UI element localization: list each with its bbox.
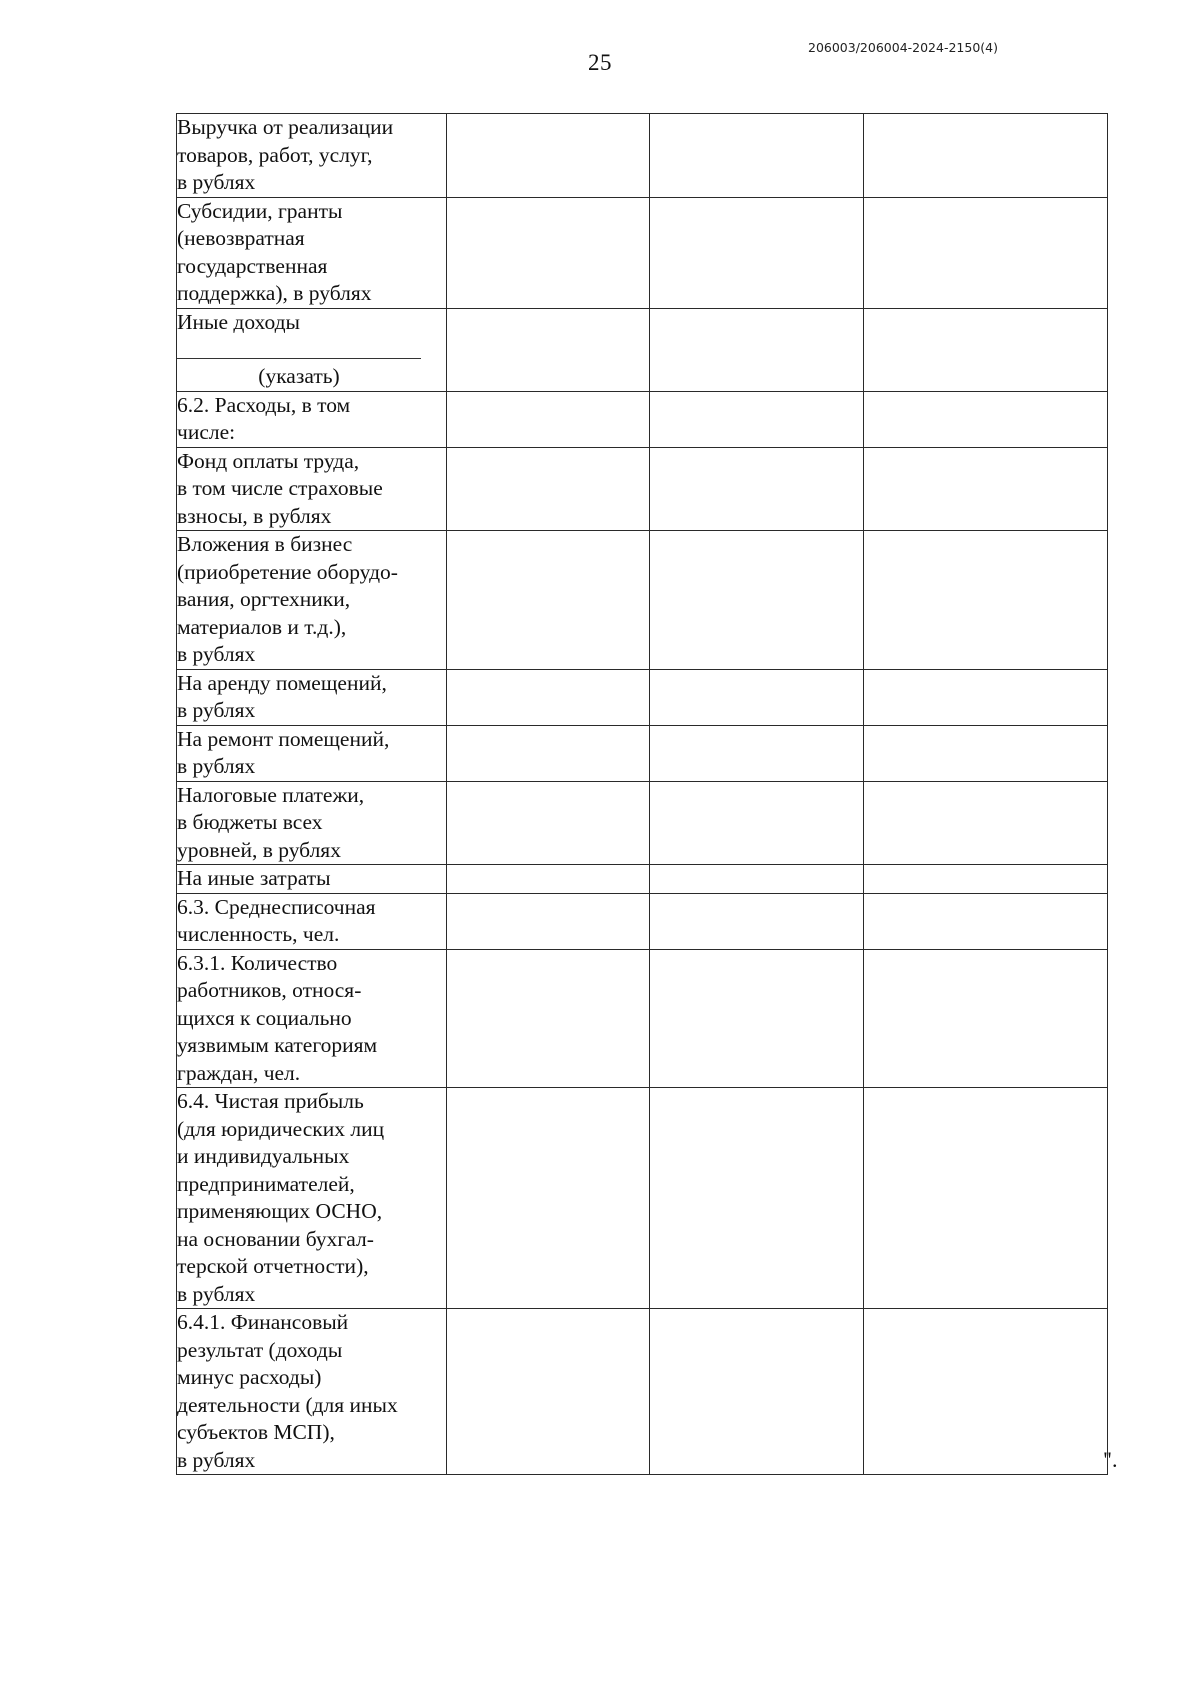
value-cell-1 bbox=[447, 893, 650, 949]
value-cell-2 bbox=[650, 197, 864, 308]
row-label-cell bbox=[177, 197, 447, 308]
value-cell-3 bbox=[864, 1309, 1108, 1475]
value-cell-3 bbox=[864, 893, 1108, 949]
value-cell-2 bbox=[650, 308, 864, 391]
row-label-line: 6.3. Среднесписочная bbox=[177, 894, 376, 919]
table-row bbox=[177, 1309, 1108, 1475]
row-label-line: на основании бухгал- bbox=[177, 1226, 374, 1251]
row-label-line: субъектов МСП), bbox=[177, 1420, 335, 1444]
value-cell-3 bbox=[864, 781, 1108, 865]
row-label-line: в рублях bbox=[177, 1447, 256, 1472]
row-label-line: результат (доходы bbox=[177, 1337, 343, 1362]
row-label-line: минус расходы) bbox=[177, 1365, 322, 1389]
table-row bbox=[177, 865, 1108, 894]
value-cell-2 bbox=[650, 781, 864, 865]
value-cell-2 bbox=[650, 669, 864, 725]
table-row bbox=[177, 781, 1108, 865]
row-label-line: материалов и т.д.), bbox=[177, 614, 347, 639]
row-label-line: в рублях bbox=[177, 170, 256, 194]
row-label-cell bbox=[177, 1088, 447, 1309]
value-cell-3 bbox=[864, 669, 1108, 725]
table-row bbox=[177, 391, 1108, 447]
row-label-line: в рублях bbox=[177, 1281, 256, 1306]
row-label-line: в бюджеты всех bbox=[177, 810, 323, 834]
value-cell-1 bbox=[447, 669, 650, 725]
value-cell-1 bbox=[447, 531, 650, 670]
value-cell-2 bbox=[650, 447, 864, 531]
table-row bbox=[177, 669, 1108, 725]
table-row bbox=[177, 893, 1108, 949]
value-cell-3 bbox=[864, 114, 1108, 198]
row-label-line: 6.3.1. Количество bbox=[177, 950, 338, 975]
row-label-cell bbox=[177, 725, 447, 781]
row-label-cell bbox=[177, 1309, 447, 1475]
row-label-line: применяющих ОСНО, bbox=[177, 1199, 383, 1223]
row-label-line: численность, чел. bbox=[177, 922, 340, 946]
row-label-cell bbox=[177, 949, 447, 1088]
value-cell-3 bbox=[864, 531, 1108, 670]
row-label-line: Вложения в бизнес bbox=[177, 532, 353, 556]
row-label-line: в том числе страховые bbox=[177, 476, 383, 500]
value-cell-2 bbox=[650, 391, 864, 447]
row-label-line: 6.4.1. Финансовый bbox=[177, 1310, 349, 1334]
row-label-line: деятельности (для иных bbox=[177, 1392, 398, 1417]
table-row bbox=[177, 1088, 1108, 1309]
value-cell-2 bbox=[650, 893, 864, 949]
row-label-line: 6.2. Расходы, в том bbox=[177, 392, 351, 417]
value-cell-1 bbox=[447, 725, 650, 781]
row-label-line: терской отчетности), bbox=[177, 1254, 369, 1278]
table-row bbox=[177, 531, 1108, 670]
table-body bbox=[177, 114, 1108, 1475]
blank-note: (указать) bbox=[258, 364, 340, 388]
value-cell-3 bbox=[864, 391, 1108, 447]
value-cell-3 bbox=[864, 865, 1108, 894]
row-label-line: Иные доходы bbox=[177, 309, 300, 334]
row-label-line: щихся к социально bbox=[177, 1005, 352, 1030]
row-label-line: уязвимым категориям bbox=[177, 1033, 378, 1057]
value-cell-2 bbox=[650, 531, 864, 670]
value-cell-1 bbox=[447, 447, 650, 531]
table-row bbox=[177, 197, 1108, 308]
row-label-line: Выручка от реализации bbox=[177, 115, 394, 139]
row-label-line: Субсидии, гранты bbox=[177, 198, 343, 223]
document-code: 206003/206004-2024-2150(4) bbox=[808, 40, 998, 55]
row-label-cell bbox=[177, 865, 447, 894]
value-cell-3 bbox=[864, 949, 1108, 1088]
row-label-line: Фонд оплаты труда, bbox=[177, 448, 360, 473]
value-cell-1 bbox=[447, 949, 650, 1088]
row-label-line: числе: bbox=[177, 420, 236, 444]
row-label-line: 6.4. Чистая прибыль bbox=[177, 1089, 364, 1113]
row-label-line: в рублях bbox=[177, 642, 256, 666]
row-label-cell bbox=[177, 114, 447, 198]
value-cell-1 bbox=[447, 114, 650, 198]
page-number: 25 bbox=[588, 50, 612, 75]
row-label-cell bbox=[177, 669, 447, 725]
value-cell-1 bbox=[447, 865, 650, 894]
value-cell-3 bbox=[864, 197, 1108, 308]
value-cell-2 bbox=[650, 865, 864, 894]
table-row bbox=[177, 308, 1108, 391]
row-label-line: (для юридических лиц bbox=[177, 1116, 385, 1141]
value-cell-2 bbox=[650, 1309, 864, 1475]
table-row bbox=[177, 447, 1108, 531]
row-label-cell bbox=[177, 308, 447, 391]
row-label-line: в рублях bbox=[177, 754, 256, 778]
row-label-line: (приобретение оборудо- bbox=[177, 559, 398, 584]
row-label-line: вания, оргтехники, bbox=[177, 587, 351, 611]
table-row bbox=[177, 949, 1108, 1088]
fill-in-blank-line bbox=[177, 336, 421, 359]
closing-quote: ". bbox=[1103, 1447, 1118, 1472]
value-cell-3 bbox=[864, 308, 1108, 391]
row-label-line: в рублях bbox=[177, 698, 256, 722]
row-label-cell bbox=[177, 531, 447, 670]
row-label-line: На аренду помещений, bbox=[177, 670, 387, 695]
row-label-line: и индивидуальных bbox=[177, 1144, 350, 1168]
row-label-line: поддержка), в рублях bbox=[177, 281, 372, 305]
row-label-cell bbox=[177, 781, 447, 865]
table-row bbox=[177, 114, 1108, 198]
value-cell-1 bbox=[447, 308, 650, 391]
value-cell-2 bbox=[650, 725, 864, 781]
form-table bbox=[176, 113, 1108, 1475]
row-label-line: граждан, чел. bbox=[177, 1060, 301, 1085]
row-label-line: товаров, работ, услуг, bbox=[177, 142, 373, 167]
value-cell-2 bbox=[650, 1088, 864, 1309]
value-cell-1 bbox=[447, 1088, 650, 1309]
row-label-line: предпринимателей, bbox=[177, 1171, 355, 1196]
row-label-line: взносы, в рублях bbox=[177, 503, 332, 528]
value-cell-3 bbox=[864, 447, 1108, 531]
row-label-line: На иные затраты bbox=[177, 866, 331, 890]
row-label-line: На ремонт помещений, bbox=[177, 726, 390, 751]
row-label-line: государственная bbox=[177, 253, 328, 278]
value-cell-3 bbox=[864, 1088, 1108, 1309]
table-row bbox=[177, 725, 1108, 781]
value-cell-1 bbox=[447, 391, 650, 447]
row-label-cell bbox=[177, 391, 447, 447]
row-label-line: работников, относя- bbox=[177, 978, 362, 1002]
value-cell-1 bbox=[447, 1309, 650, 1475]
row-label-cell bbox=[177, 447, 447, 531]
value-cell-1 bbox=[447, 781, 650, 865]
value-cell-2 bbox=[650, 949, 864, 1088]
value-cell-1 bbox=[447, 197, 650, 308]
value-cell-3 bbox=[864, 725, 1108, 781]
value-cell-2 bbox=[650, 114, 864, 198]
row-label-cell bbox=[177, 893, 447, 949]
row-label-line: уровней, в рублях bbox=[177, 837, 341, 862]
row-label-line: Налоговые платежи, bbox=[177, 782, 365, 807]
row-label-line: (невозвратная bbox=[177, 226, 305, 250]
